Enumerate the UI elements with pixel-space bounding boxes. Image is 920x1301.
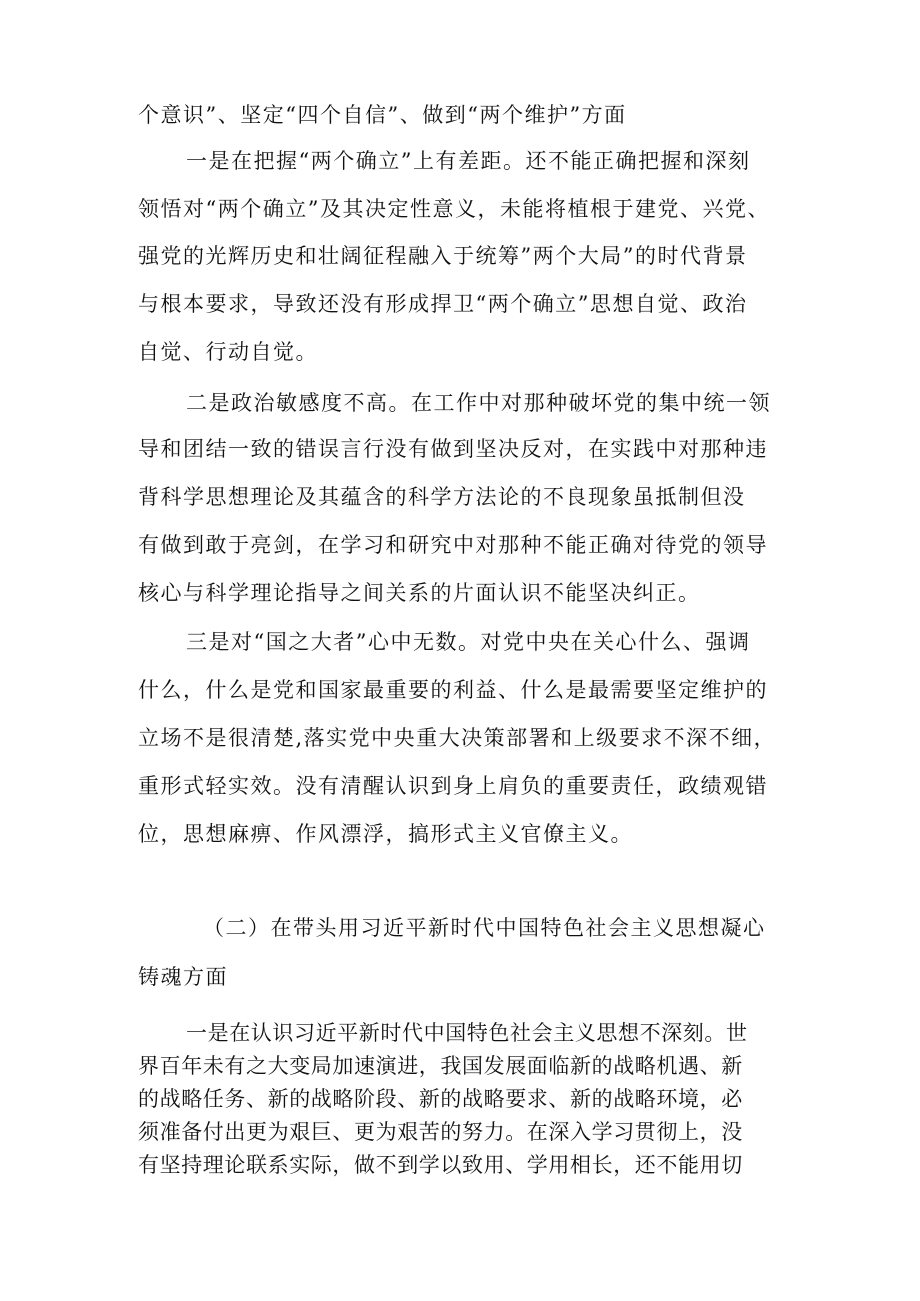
paragraph-line: 三是对“国之大者”心中无数。对党中央在关心什么、强调	[186, 630, 751, 654]
paragraph-line: 自觉、行动自觉。	[138, 340, 318, 364]
paragraph-line: 重形式轻实效。没有清醒认识到身上肩负的重要责任，政绩观错	[138, 774, 768, 798]
paragraph-line: 有坚持理论联系实际，做不到学以致用、学用相长，还不能用切	[138, 1153, 743, 1177]
paragraph-line: 位，思想麻痹、作风漂浮，搞形式主义官僚主义。	[138, 822, 633, 846]
paragraph-line: 界百年未有之大变局加速演进，我国发展面临新的战略机遇、新	[138, 1054, 743, 1078]
paragraph-line: 立场不是很清楚,落实党中央重大决策部署和上级要求不深不细，	[138, 726, 777, 750]
paragraph-line: 导和团结一致的错误言行没有做到坚决反对，在实践中对那种违	[138, 437, 768, 461]
paragraph-line: 一是在把握“两个确立”上有差距。还不能正确把握和深刻	[186, 149, 751, 173]
paragraph-line: 核心与科学理论指导之间关系的片面认识不能坚决纠正。	[138, 581, 701, 605]
paragraph-line: 二是政治敏感度不高。在工作中对那种破坏党的集中统一领	[186, 391, 771, 415]
paragraph-line: 背科学思想理论及其蕴含的科学方法论的不良现象虽抵制但没	[138, 485, 746, 509]
paragraph-line: 个意识”、坚定“四个自信”、做到“两个维护”方面	[138, 103, 627, 127]
paragraph-line: 强党的光辉历史和壮阔征程融入于统筹”两个大局”的时代背景	[138, 244, 748, 268]
paragraph-line: 一是在认识习近平新时代中国特色社会主义思想不深刻。世	[186, 1021, 748, 1045]
paragraph-line: 有做到敢于亮剑，在学习和研究中对那种不能正确对待党的领导	[138, 533, 768, 557]
heading-line: （二）在带头用习近平新时代中国特色社会主义思想凝心	[203, 916, 766, 940]
paragraph-line: 领悟对“两个确立”及其决定性意义，未能将植根于建党、兴党、	[138, 197, 770, 221]
paragraph-line: 须准备付出更为艰巨、更为艰苦的努力。在深入学习贯彻上，没	[138, 1120, 743, 1144]
paragraph-line: 什么，什么是党和国家最重要的利益、什么是最需要坚定维护的	[138, 678, 768, 702]
heading-line: 铸魂方面	[138, 965, 228, 989]
paragraph-line: 的战略任务、新的战略阶段、新的战略要求、新的战略环境，必	[138, 1087, 743, 1111]
paragraph-line: 与根本要求，导致还没有形成捍卫“两个确立”思想自觉、政治	[138, 292, 748, 316]
